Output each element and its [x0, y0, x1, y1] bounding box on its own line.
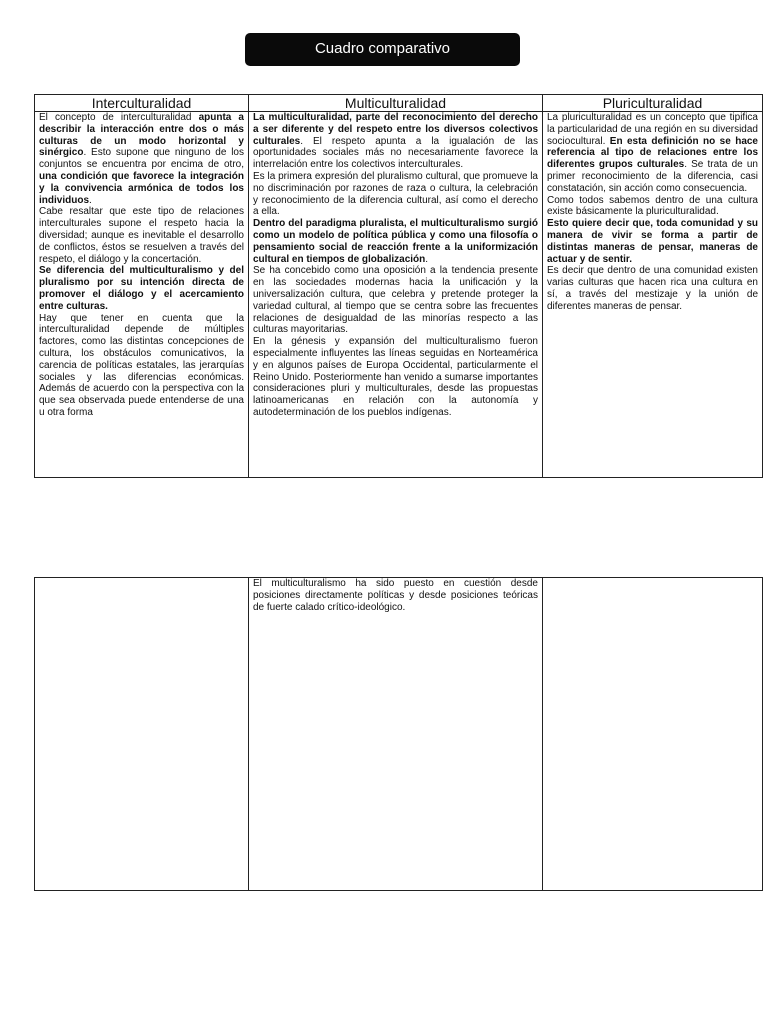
- text: En la génesis y expansión del multiculturalismo fueron especialmente influyentes las líneas seguidas en Norteamérica y en algunos países de Europa Occidental, particularmente el Reino Unido. Posteriormente han venido a sumarse importantes consideraciones pluri y multiculturales, desde las propuestas latinoamericanas en relación con la autonomía y autodeterminación de los pueblos indígenas.: [253, 336, 538, 418]
- text: . Se trata de un primer reconocimiento de la diferencia, casi constatación, sin acción como consecuencia.: [547, 159, 758, 194]
- text: .: [89, 194, 92, 206]
- cell-multiculturalidad-continued: [249, 578, 543, 891]
- text: Hay que tener en cuenta que la interculturalidad depende de múltiples factores, como las distintas concepciones de cultura, los obstáculos comunicativos, la carencia de políticas estatales, las jerarquías sociales y las diferencias económicas. Además de acuerdo con la perspectiva con la que sea observada puede entenderse de una u otra forma: [39, 312, 244, 418]
- cell-interculturalidad-continued: [35, 578, 249, 891]
- header-multiculturalidad: Multiculturalidad: [249, 95, 543, 112]
- content-row-continued: [35, 578, 763, 891]
- text: Es la primera expresión del pluralismo cultural, que promueve la no discriminación por razones de raza o cultura, la celebración y reconocimiento de la diferencia cultural, así como el derecho a ella.: [253, 170, 538, 218]
- bold-text: Esto quiere decir que, toda comunidad y su manera de vivir se forma a partir de distintas maneras de pensar, maneras de actuar y de sentir.: [547, 218, 758, 265]
- cell-pluriculturalidad-continued: [543, 578, 763, 891]
- text: Como todos sabemos dentro de una cultura existe básicamente la pluriculturalidad.: [547, 194, 758, 218]
- cell-pluriculturalidad: [543, 112, 763, 478]
- text: El multiculturalismo ha sido puesto en cuestión desde posiciones directamente políticas y desde posiciones teóricas de fuerte calado crítico-ideológico.: [253, 578, 538, 613]
- paragraph: [547, 112, 758, 195]
- text: El concepto de interculturalidad: [39, 112, 199, 123]
- paragraph: [39, 313, 244, 419]
- paragraph: [547, 195, 758, 219]
- paragraph: [547, 218, 758, 265]
- paragraph: [39, 112, 244, 206]
- bold-text: La multiculturalidad, parte del reconocimiento del derecho a ser diferente y del respeto entre los diversos colectivos culturales: [253, 112, 538, 147]
- content-row: [35, 112, 763, 478]
- text: .: [425, 253, 429, 265]
- text: La pluriculturalidad es un concepto que tipifica la particularidad de una región en su diversidad sociocultural.: [547, 112, 758, 147]
- comparison-table-continued: [34, 577, 763, 891]
- bold-text: Dentro del paradigma pluralista, el multiculturalismo surgió como un modelo de política pública y como una filosofía o pensamiento social de reacción frente a la uniformización cultural en tiempos de globalización: [253, 218, 538, 265]
- text: . El respeto apunta a la igualación de las oportunidades sociales más no necesariamente favorece la interrelación entre los colectivos interculturales.: [253, 135, 538, 171]
- paragraph: [39, 265, 244, 312]
- text: Se ha concebido como una oposición a la tendencia presente en las sociedades modernas hacia la unificación y la universalización cultura, que celebra y pretende proteger la variedad cultural, al tiempo que se centra sobre las frecuentes relaciones de desigualdad de las minorías respecto a las culturas mayoritarias.: [253, 265, 538, 336]
- header-interculturalidad: Interculturalidad: [35, 95, 249, 112]
- paragraph: [253, 112, 538, 171]
- paragraph: [253, 171, 538, 218]
- paragraph: [39, 206, 244, 265]
- bold-text: una condición que favorece la integración y la convivencia armónica de todos los individuos: [39, 170, 244, 206]
- paragraph: [253, 218, 538, 265]
- cell-interculturalidad: [35, 112, 249, 478]
- header-row: [35, 95, 763, 112]
- comparison-table: [34, 94, 763, 478]
- page-title: Cuadro comparativo: [245, 33, 520, 66]
- text: Cabe resaltar que este tipo de relaciones interculturales supone el respeto hacia la diversidad; aunque es inevitable el desarrollo de conflictos, éstos se resuelven a través del respeto, el diálogo y la concertación.: [39, 206, 244, 265]
- bold-text: Se diferencia del multiculturalismo y del pluralismo por su intención directa de promover el diálogo y el acercamiento entre culturas.: [39, 265, 244, 312]
- paragraph: [253, 578, 538, 613]
- text: Es decir que dentro de una comunidad existen varias culturas que hacen rica una cultura en sí, a través del mestizaje y la unión de diferentes maneras de pensar.: [547, 265, 758, 312]
- cell-multiculturalidad: [249, 112, 543, 478]
- bold-text: apunta a describir la interacción entre dos o más culturas de un modo horizontal y sinérgico: [39, 112, 244, 159]
- header-pluriculturalidad: Pluriculturalidad: [543, 95, 763, 112]
- paragraph: [253, 265, 538, 336]
- text: . Esto supone que ninguno de los conjuntos se encuentra por encima de otro,: [39, 147, 244, 171]
- paragraph: [547, 265, 758, 312]
- bold-text: En esta definición no se hace referencia al tipo de relaciones entre los diferentes grupos culturales: [547, 135, 758, 171]
- paragraph: [253, 336, 538, 419]
